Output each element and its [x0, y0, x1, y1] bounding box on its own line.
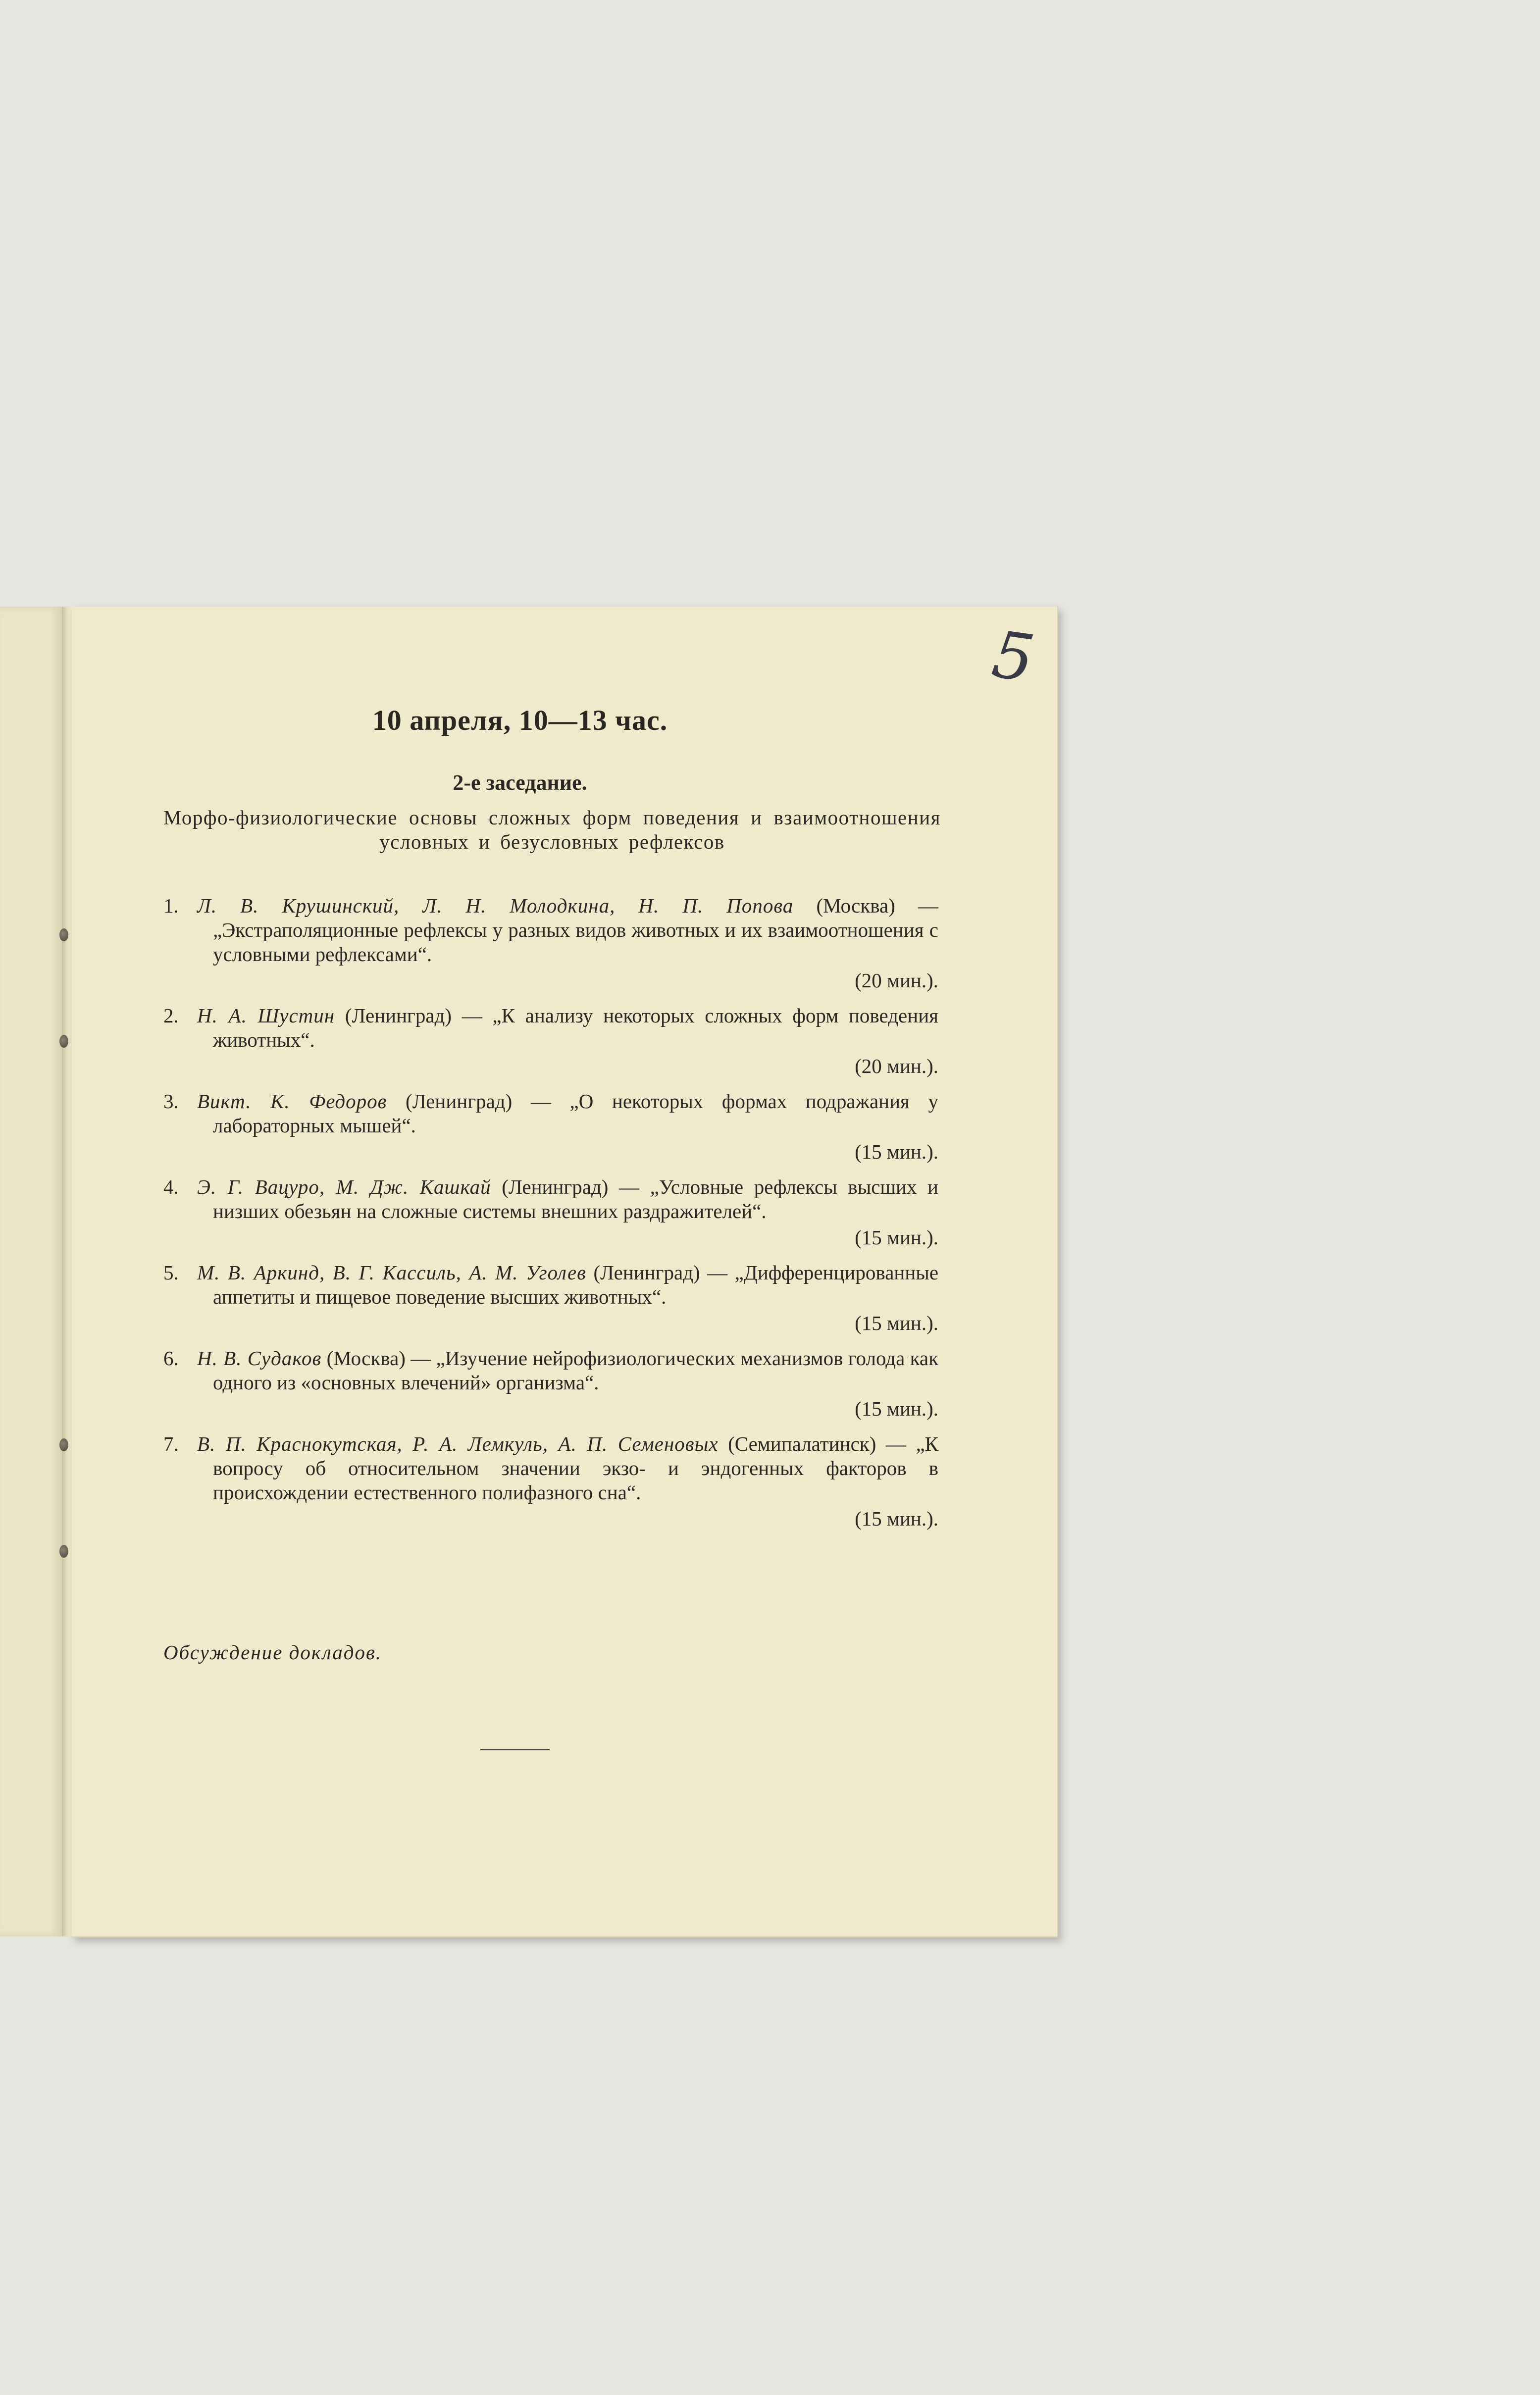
- talk-title: (Москва) — „Экстраполяционные рефлексы у разных видов животных и их взаимоотношения с условными рефлексами“.: [213, 894, 938, 966]
- program-page: [72, 607, 1058, 1937]
- talk-duration: (20 мин.).: [855, 1055, 938, 1077]
- date-time-heading: 10 апреля, 10—13 час.: [372, 704, 668, 736]
- talk-item: [163, 1432, 938, 1531]
- talk-item: [163, 1004, 938, 1078]
- staple-upper-middle: [59, 1035, 68, 1048]
- talk-title: (Ленинград) — „Условные рефлексы высших и низших обезьян на сложные системы внешних раздражителей“.: [213, 1175, 938, 1223]
- talk-number: 2.: [163, 1004, 179, 1027]
- talk-number: 7.: [163, 1432, 179, 1455]
- talk-duration: (15 мин.).: [855, 1397, 938, 1420]
- talk-item: [163, 1261, 938, 1335]
- talk-authors: В. П. Краснокутская, Р. А. Лемкуль, А. П. Семеновых: [197, 1432, 719, 1455]
- talk-title: (Москва) — „Изучение нейрофизиологических механизмов голода как одного из «основных влечений» организма“.: [213, 1347, 939, 1394]
- talk-authors: Э. Г. Вацуро, М. Дж. Кашкай: [197, 1175, 491, 1198]
- talk-authors: Л. В. Крушинский, Л. Н. Молодкина, Н. П. Попова: [197, 894, 794, 917]
- talk-authors: М. В. Аркинд, В. Г. Кассиль, А. М. Уголев: [197, 1261, 586, 1284]
- talk-title: (Ленинград) — „О некоторых формах подражания у лабораторных мышей“.: [213, 1090, 938, 1137]
- staple-bottom: [59, 1545, 68, 1558]
- discussion-note: Обсуждение докладов.: [163, 1641, 382, 1664]
- talk-item: [163, 1089, 938, 1164]
- talk-duration: (15 мин.).: [855, 1140, 938, 1163]
- talk-duration: (15 мин.).: [855, 1312, 938, 1334]
- talk-item: [163, 1346, 938, 1421]
- talk-number: 1.: [163, 894, 179, 917]
- talk-item: [163, 894, 938, 993]
- talk-number: 3.: [163, 1090, 179, 1113]
- talk-title: (Ленинград) — „Дифференцированные аппетиты и пищевое поведение высших животных“.: [213, 1261, 939, 1308]
- session-topic: Морфо-физиологические основы сложных форм поведения и взаимоотношения условных и безусловных рефлексов: [163, 806, 941, 853]
- talk-authors: Н. В. Судаков: [197, 1347, 322, 1370]
- talk-item: [163, 1175, 938, 1250]
- talk-duration: (15 мин.).: [855, 1507, 938, 1530]
- talk-number: 5.: [163, 1261, 179, 1284]
- talk-number: 6.: [163, 1347, 179, 1370]
- staple-lower-middle: [59, 1438, 68, 1451]
- staple-top: [59, 928, 68, 941]
- previous-page-edge: [0, 607, 63, 1936]
- talk-duration: (15 мин.).: [855, 1226, 938, 1249]
- talk-authors: Н. А. Шустин: [197, 1004, 335, 1027]
- talk-title: (Семипалатинск) — „К вопросу об относительном значении экзо- и эндогенных факторов в происхождении естественного полифазного сна“.: [213, 1432, 939, 1504]
- binding-gutter: [62, 607, 73, 1936]
- talk-number: 4.: [163, 1175, 179, 1198]
- talk-duration: (20 мин.).: [855, 969, 938, 992]
- handwritten-page-number: 5: [987, 616, 1039, 697]
- talk-authors: Викт. К. Федоров: [197, 1090, 387, 1113]
- session-heading: 2-е заседание.: [453, 770, 587, 795]
- talk-list: [163, 894, 938, 1542]
- talk-title: (Ленинград) — „К анализу некоторых сложных форм поведения животных“.: [213, 1004, 938, 1051]
- closing-rule: [480, 1749, 550, 1750]
